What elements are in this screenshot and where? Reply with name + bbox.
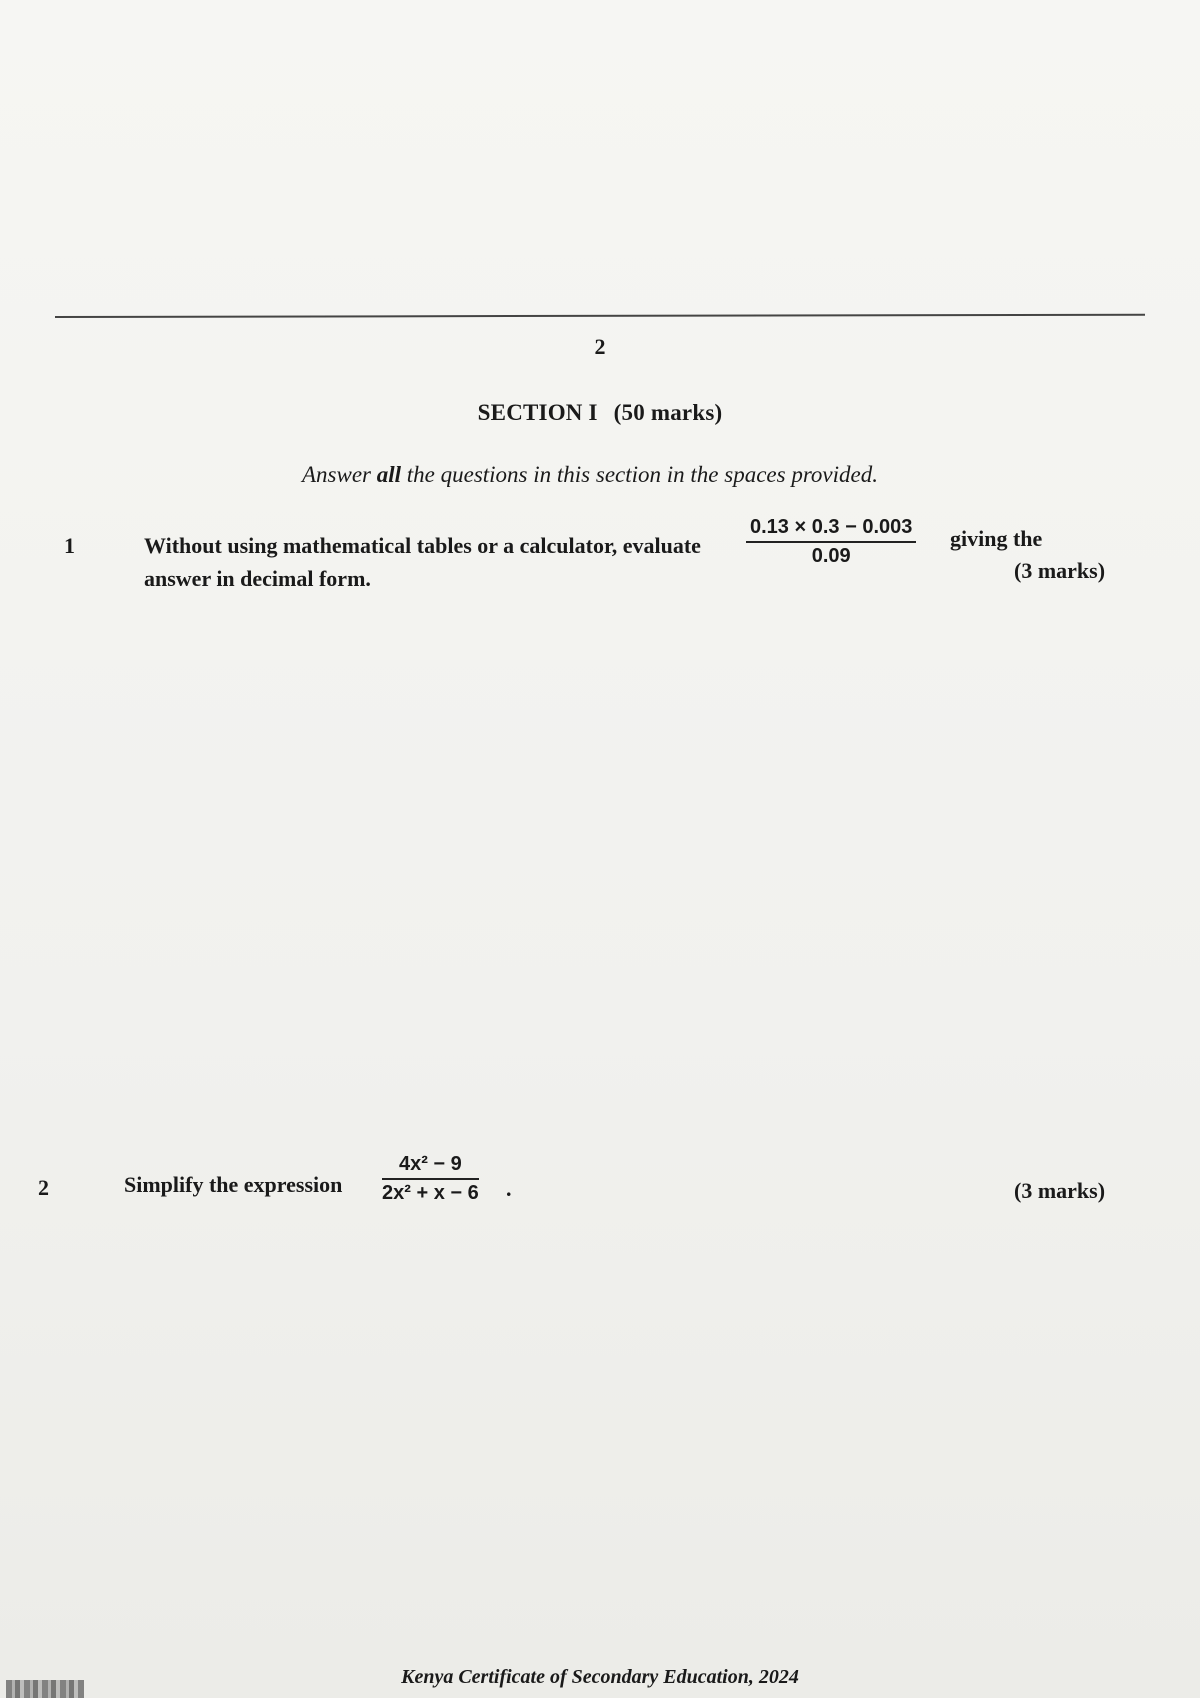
section-marks: (50 marks) — [613, 400, 723, 425]
question-2-fraction — [382, 1153, 479, 1205]
barcode-mark — [6, 1680, 84, 1698]
question-1-numerator: 0.13 × 0.3 − 0.003 — [746, 516, 916, 543]
header-rule — [55, 314, 1145, 318]
question-1-denominator: 0.09 — [811, 545, 851, 567]
question-2-number: 2 — [38, 1175, 49, 1200]
question-2-denominator: 2x² + x − 6 — [382, 1182, 479, 1204]
instruction-text-pre: Answer — [301, 462, 377, 487]
instruction-text-bold: all — [376, 462, 402, 487]
question-1-fraction — [746, 516, 916, 568]
section-title: SECTION I — [477, 400, 598, 425]
question-1-marks: (3 marks) — [1014, 558, 1106, 583]
question-1-text-line2: answer in decimal form. — [144, 566, 371, 591]
question-2-text: Simplify the expression — [124, 1172, 343, 1197]
question-2-marks: (3 marks) — [1014, 1178, 1106, 1203]
question-1-text-after: giving the — [950, 526, 1043, 551]
question-1-number: 1 — [64, 533, 75, 558]
page-number: 2 — [594, 334, 606, 359]
section-instruction — [0, 462, 1180, 488]
question-1-text: Without using mathematical tables or a calculator, evaluate — [144, 533, 701, 558]
section-heading — [0, 400, 1200, 426]
question-2-numerator: 4x² − 9 — [382, 1153, 479, 1180]
instruction-text-post: the questions in this section in the spaces provided. — [401, 462, 878, 487]
footer-exam-title: Kenya Certificate of Secondary Education, 2024 — [401, 1666, 799, 1688]
question-2-text-after: . — [506, 1176, 512, 1201]
